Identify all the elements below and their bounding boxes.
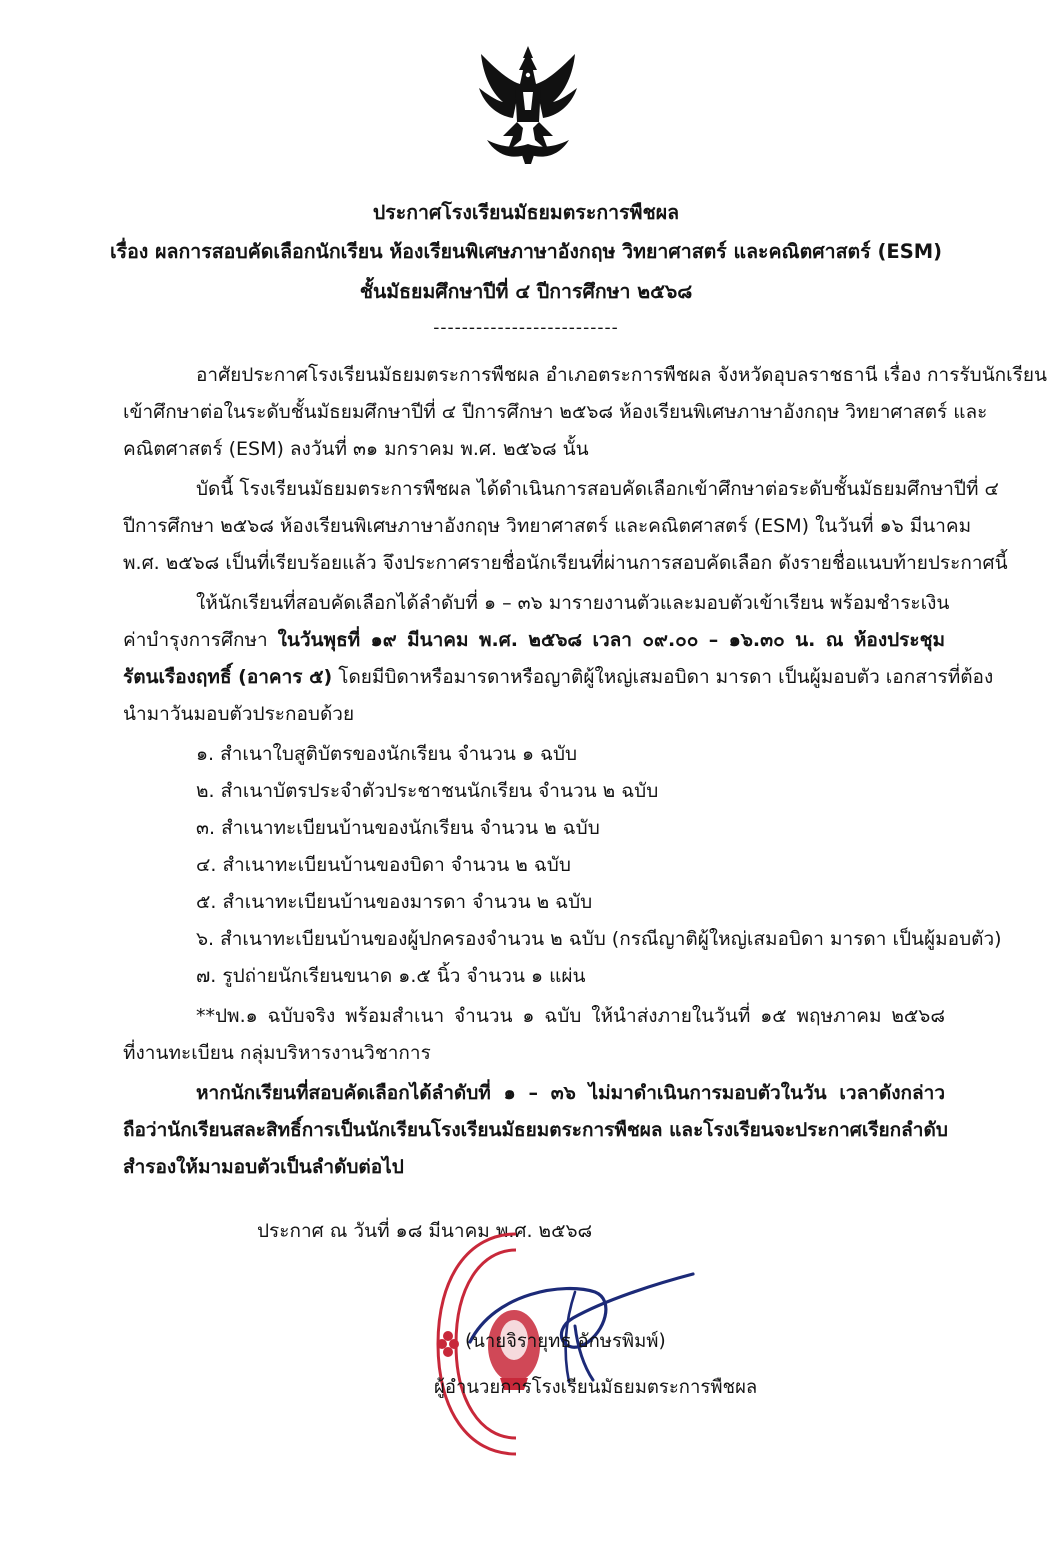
fee-label: ค่าบำรุงการศึกษา (123, 629, 268, 651)
document-list-item: ๓. สำเนาทะเบียนบ้านของนักเรียน จำนวน ๒ ฉบับ (196, 817, 600, 839)
paragraph-4-line: หากนักเรียนที่สอบคัดเลือกได้ลำดับที่ ๑ – ๓๖ ไม่มาดำเนินการมอบตัวในวัน เวลาดังกล่าว (196, 1082, 945, 1104)
paragraph-4-line: ถือว่านักเรียนสละสิทธิ์การเป็นนักเรียนโรงเรียนมัธยมตระการพืชผล และโรงเรียนจะประกาศเรียกลำดับ (123, 1119, 948, 1141)
paragraph-2-line: ปีการศึกษา ๒๕๖๘ ห้องเรียนพิเศษภาษาอังกฤษ วิทยาศาสตร์ และคณิตศาสตร์ (ESM) ในวันที่ ๑๖ มีนาคม (123, 515, 972, 537)
paragraph-3-line: นำมาวันมอบตัวประกอบด้วย (123, 703, 355, 725)
paragraph-2-line: บัดนี้ โรงเรียนมัธยมตระการพืชผล ได้ดำเนินการสอบคัดเลือกเข้าศึกษาต่อระดับชั้นมัธยมศึกษาปีที่ ๔ (196, 478, 999, 500)
transcript-note-line: **ปพ.๑ ฉบับจริง พร้อมสำเนา จำนวน ๑ ฉบับ ให้นำส่งภายในวันที่ ๑๕ พฤษภาคม ๒๕๖๘ (196, 1005, 945, 1027)
paragraph-1-line: คณิตศาสตร์ (ESM) ลงวันที่ ๓๑ มกราคม พ.ศ. ๒๕๖๘ นั้น (123, 438, 589, 460)
report-date-time: ในวันพุธที่ ๑๙ มีนาคม พ.ศ. ๒๕๖๘ เวลา ๐๙.๐๐ – ๑๖.๓๐ น. ณ ห้องประชุม (277, 629, 945, 651)
document-list-item: ๗. รูปถ่ายนักเรียนขนาด ๑.๕ นิ้ว จำนวน ๑ แผ่น (196, 965, 586, 987)
paragraph-3-line (123, 627, 945, 653)
paragraph-3-line: ให้นักเรียนที่สอบคัดเลือกได้ลำดับที่ ๑ – ๓๖ มารายงานตัวและมอบตัวเข้าเรียน พร้อมชำระเงิน (196, 592, 950, 614)
announcement-subject: เรื่อง ผลการสอบคัดเลือกนักเรียน ห้องเรียนพิเศษภาษาอังกฤษ วิทยาศาสตร์ และคณิตศาสตร์ (ESM) (109, 240, 943, 263)
meeting-room: รัตนเรืองฤทธิ์ (อาคาร ๕) (123, 666, 333, 688)
paragraph-3-line: รัตนเรืองฤทธิ์ (อาคาร ๕) โดยมีบิดาหรือมารดาหรือญาติผู้ใหญ่เสมอบิดา มารดา เป็นผู้มอบตัว เอกสารที่ต้อง (123, 666, 994, 688)
document-list-item: ๒. สำเนาบัตรประจำตัวประชาชนนักเรียน จำนวน ๒ ฉบับ (196, 780, 659, 802)
paragraph-1-line: เข้าศึกษาต่อในระดับชั้นมัธยมศึกษาปีที่ ๔ ปีการศึกษา ๒๕๖๘ ห้องเรียนพิเศษภาษาอังกฤษ วิทยาศาสตร์ และ (123, 401, 988, 423)
signer-title: ผู้อำนวยการโรงเรียนมัธยมตระการพืชผล (434, 1377, 758, 1398)
transcript-note-line: ที่งานทะเบียน กลุ่มบริหารงานวิชาการ (123, 1042, 431, 1064)
document-list-item: ๑. สำเนาใบสูติบัตรของนักเรียน จำนวน ๑ ฉบับ (196, 743, 578, 765)
signer-name: (นายจิรายุทธ อักษรพิมพ์) (465, 1331, 666, 1352)
paragraph-1-line: อาศัยประกาศโรงเรียนมัธยมตระการพืชผล อำเภอตระการพืชผล จังหวัดอุบลราชธานี เรื่อง การรับนักเรียน (196, 364, 1048, 386)
title-divider: -------------------------- (433, 318, 619, 338)
document-list-item: ๖. สำเนาทะเบียนบ้านของผู้ปกครองจำนวน ๒ ฉบับ (กรณีญาติผู้ใหญ่เสมอบิดา มารดา เป็นผู้มอบตัว) (196, 928, 1002, 950)
paragraph-4-line: สำรองให้มามอบตัวเป็นลำดับต่อไป (123, 1156, 404, 1178)
document-list-item: ๕. สำเนาทะเบียนบ้านของมารดา จำนวน ๒ ฉบับ (196, 891, 593, 913)
document-list-item: ๔. สำเนาทะเบียนบ้านของบิดา จำนวน ๒ ฉบับ (196, 854, 571, 876)
garuda-emblem-icon (473, 44, 583, 166)
announcement-level: ชั้นมัธยมศึกษาปีที่ ๔ ปีการศึกษา ๒๕๖๘ (359, 280, 693, 303)
paragraph-2-line: พ.ศ. ๒๕๖๘ เป็นที่เรียบร้อยแล้ว จึงประกาศรายชื่อนักเรียนที่ผ่านการสอบคัดเลือก ดังรายชื่อแนบท้ายประกาศนี้ (123, 552, 1008, 574)
announcement-title: ประกาศโรงเรียนมัธยมตระการพืชผล (372, 201, 680, 224)
director-signature (455, 1262, 705, 1392)
announcement-date: ประกาศ ณ วันที่ ๑๘ มีนาคม พ.ศ. ๒๕๖๘ (257, 1220, 593, 1242)
